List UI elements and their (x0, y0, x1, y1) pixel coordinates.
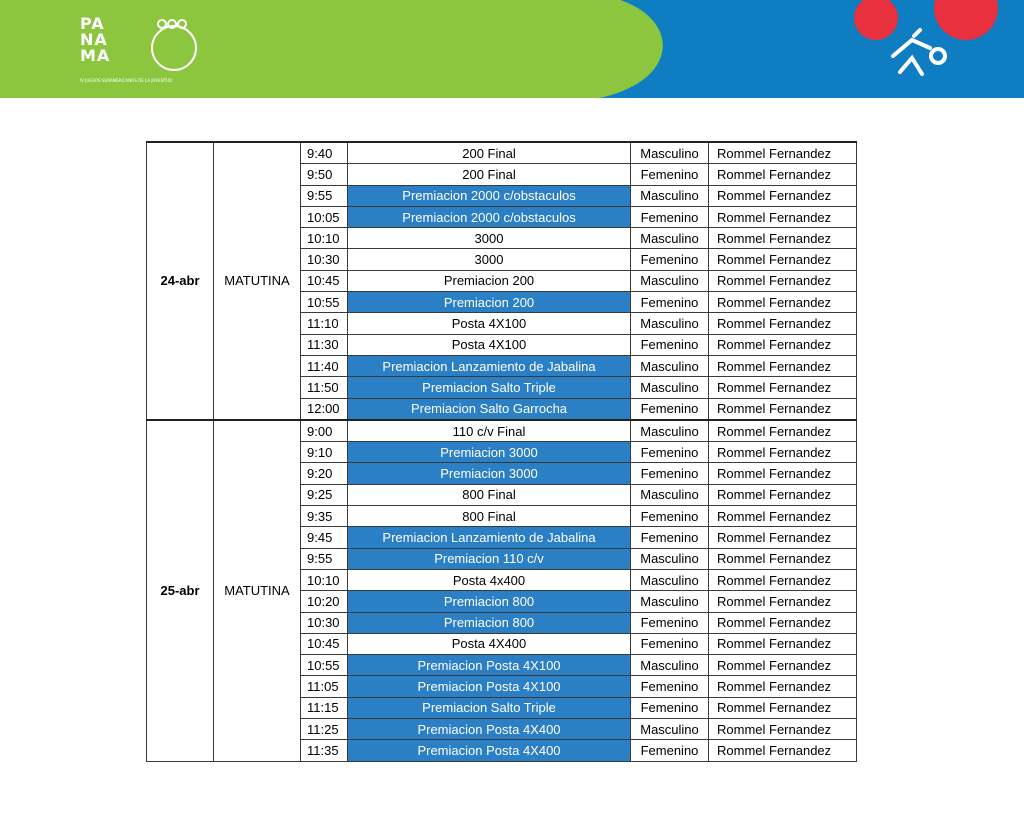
gender-cell: Femenino (631, 740, 709, 761)
event-cell: Premiacion Posta 4X100 (348, 655, 631, 676)
gender-cell: Femenino (631, 633, 709, 654)
panama-logo (80, 16, 110, 64)
gender-cell: Femenino (631, 527, 709, 548)
time-cell: 10:45 (301, 270, 348, 291)
gender-cell: Masculino (631, 355, 709, 376)
event-cell: Premiacion 110 c/v (348, 548, 631, 569)
event-cell: Premiacion Posta 4X400 (348, 740, 631, 761)
event-cell: 800 Final (348, 506, 631, 527)
responsible-cell: Rommel Fernandez (709, 420, 857, 442)
gender-cell: Femenino (631, 398, 709, 420)
responsible-cell: Rommel Fernandez (709, 142, 857, 164)
responsible-cell: Rommel Fernandez (709, 334, 857, 355)
gender-cell: Femenino (631, 676, 709, 697)
gender-cell: Masculino (631, 228, 709, 249)
athletics-pictogram-icon (893, 30, 945, 74)
event-cell: Premiacion Posta 4X400 (348, 719, 631, 740)
event-cell: 110 c/v Final (348, 420, 631, 442)
gender-cell: Masculino (631, 377, 709, 398)
time-cell: 9:55 (301, 185, 348, 206)
event-cell: 200 Final (348, 142, 631, 164)
time-cell: 11:50 (301, 377, 348, 398)
gender-cell: Femenino (631, 292, 709, 313)
time-cell: 9:50 (301, 164, 348, 185)
logo-line-3: MA (80, 46, 111, 65)
responsible-cell: Rommel Fernandez (709, 442, 857, 463)
responsible-cell: Rommel Fernandez (709, 185, 857, 206)
time-cell: 10:20 (301, 591, 348, 612)
gender-cell: Femenino (631, 506, 709, 527)
time-cell: 11:35 (301, 740, 348, 761)
gender-cell: Masculino (631, 185, 709, 206)
gender-cell: Masculino (631, 655, 709, 676)
event-cell: Premiacion Salto Garrocha (348, 398, 631, 420)
gender-cell: Masculino (631, 484, 709, 505)
time-cell: 10:10 (301, 569, 348, 590)
gender-cell: Femenino (631, 697, 709, 718)
time-cell: 11:40 (301, 355, 348, 376)
responsible-cell: Rommel Fernandez (709, 463, 857, 484)
event-cell: Premiacion Lanzamiento de Jabalina (348, 527, 631, 548)
event-cell: Premiacion 2000 c/obstaculos (348, 206, 631, 227)
event-cell: 200 Final (348, 164, 631, 185)
event-cell: 3000 (348, 249, 631, 270)
event-cell: Premiacion Salto Triple (348, 377, 631, 398)
time-cell: 9:20 (301, 463, 348, 484)
header-banner (0, 0, 1024, 98)
time-cell: 9:55 (301, 548, 348, 569)
time-cell: 10:30 (301, 612, 348, 633)
gender-cell: Femenino (631, 463, 709, 484)
time-cell: 9:35 (301, 506, 348, 527)
time-cell: 10:55 (301, 292, 348, 313)
time-cell: 9:25 (301, 484, 348, 505)
schedule-table (146, 141, 857, 762)
time-cell: 9:10 (301, 442, 348, 463)
responsible-cell: Rommel Fernandez (709, 548, 857, 569)
gender-cell: Masculino (631, 420, 709, 442)
time-cell: 11:10 (301, 313, 348, 334)
responsible-cell: Rommel Fernandez (709, 313, 857, 334)
responsible-cell: Rommel Fernandez (709, 506, 857, 527)
gender-cell: Masculino (631, 270, 709, 291)
time-cell: 9:00 (301, 420, 348, 442)
responsible-cell: Rommel Fernandez (709, 270, 857, 291)
responsible-cell: Rommel Fernandez (709, 697, 857, 718)
responsible-cell: Rommel Fernandez (709, 612, 857, 633)
time-cell: 9:45 (301, 527, 348, 548)
gender-cell: Masculino (631, 719, 709, 740)
gender-cell: Femenino (631, 334, 709, 355)
time-cell: 10:10 (301, 228, 348, 249)
responsible-cell: Rommel Fernandez (709, 633, 857, 654)
gender-cell: Femenino (631, 164, 709, 185)
event-cell: Premiacion 3000 (348, 463, 631, 484)
time-cell: 11:05 (301, 676, 348, 697)
table-row (147, 420, 857, 442)
responsible-cell: Rommel Fernandez (709, 740, 857, 761)
responsible-cell: Rommel Fernandez (709, 292, 857, 313)
event-cell: Premiacion 800 (348, 591, 631, 612)
banner-graphics (0, 0, 1024, 98)
logo-line-1: PA (80, 14, 105, 33)
red-dot-right (934, 0, 998, 40)
gender-cell: Masculino (631, 569, 709, 590)
gender-cell: Femenino (631, 612, 709, 633)
responsible-cell: Rommel Fernandez (709, 527, 857, 548)
responsible-cell: Rommel Fernandez (709, 591, 857, 612)
gender-cell: Masculino (631, 142, 709, 164)
time-cell: 9:40 (301, 142, 348, 164)
responsible-cell: Rommel Fernandez (709, 569, 857, 590)
session-cell: MATUTINA (214, 142, 301, 420)
responsible-cell: Rommel Fernandez (709, 164, 857, 185)
gender-cell: Masculino (631, 591, 709, 612)
event-cell: Premiacion Lanzamiento de Jabalina (348, 355, 631, 376)
time-cell: 10:30 (301, 249, 348, 270)
logo-line-2: NA (80, 30, 108, 49)
logo-caption: IV JUEGOS SURAMERICANOS DE LA JUVENTUD (80, 78, 173, 83)
time-cell: 11:15 (301, 697, 348, 718)
event-cell: Premiacion Salto Triple (348, 697, 631, 718)
responsible-cell: Rommel Fernandez (709, 398, 857, 420)
event-cell: Posta 4X400 (348, 633, 631, 654)
session-cell: MATUTINA (214, 420, 301, 761)
event-cell: Premiacion 2000 c/obstaculos (348, 185, 631, 206)
responsible-cell: Rommel Fernandez (709, 249, 857, 270)
day-date-cell: 24-abr (147, 142, 214, 420)
time-cell: 11:30 (301, 334, 348, 355)
event-cell: Posta 4X100 (348, 313, 631, 334)
time-cell: 10:45 (301, 633, 348, 654)
responsible-cell: Rommel Fernandez (709, 228, 857, 249)
gender-cell: Masculino (631, 548, 709, 569)
event-cell: 800 Final (348, 484, 631, 505)
gender-cell: Femenino (631, 249, 709, 270)
event-cell: Posta 4X100 (348, 334, 631, 355)
time-cell: 12:00 (301, 398, 348, 420)
day-date-cell: 25-abr (147, 420, 214, 761)
event-cell: Premiacion 3000 (348, 442, 631, 463)
event-cell: Premiacion 200 (348, 292, 631, 313)
event-cell: Premiacion 800 (348, 612, 631, 633)
responsible-cell: Rommel Fernandez (709, 655, 857, 676)
time-cell: 10:55 (301, 655, 348, 676)
table-row (147, 142, 857, 164)
gender-cell: Femenino (631, 442, 709, 463)
event-cell: Premiacion Posta 4X100 (348, 676, 631, 697)
responsible-cell: Rommel Fernandez (709, 206, 857, 227)
responsible-cell: Rommel Fernandez (709, 484, 857, 505)
responsible-cell: Rommel Fernandez (709, 377, 857, 398)
responsible-cell: Rommel Fernandez (709, 676, 857, 697)
time-cell: 11:25 (301, 719, 348, 740)
responsible-cell: Rommel Fernandez (709, 719, 857, 740)
event-cell: Premiacion 200 (348, 270, 631, 291)
gender-cell: Femenino (631, 206, 709, 227)
red-dot-left (854, 0, 898, 40)
event-cell: Posta 4x400 (348, 569, 631, 590)
time-cell: 10:05 (301, 206, 348, 227)
event-cell: 3000 (348, 228, 631, 249)
gender-cell: Masculino (631, 313, 709, 334)
responsible-cell: Rommel Fernandez (709, 355, 857, 376)
